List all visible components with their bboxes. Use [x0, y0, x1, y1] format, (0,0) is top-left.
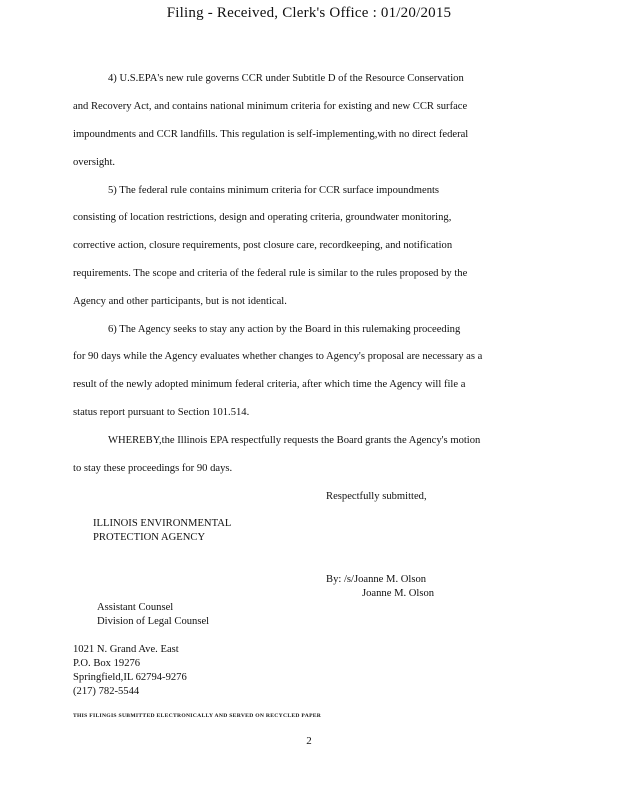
- agency-name-line-2: PROTECTION AGENCY: [93, 532, 206, 543]
- address-city: Springfield,IL 62794-9276: [73, 672, 187, 683]
- paragraph-5-line-2: consisting of location restrictions, design and operating criteria, groundwater monitoring,: [73, 212, 452, 223]
- closing-text: Respectfully submitted,: [326, 491, 427, 502]
- paragraph-6-line-3: result of the newly adopted minimum federal criteria, after which time the Agency will file a: [73, 379, 466, 390]
- paragraph-5-line-1: 5) The federal rule contains minimum criteria for CCR surface impoundments: [108, 185, 440, 196]
- paragraph-5-line-5: Agency and other participants, but is not identical.: [73, 296, 287, 307]
- paragraph-6-line-2: for 90 days while the Agency evaluates whether changes to Agency's proposal are necessary as a: [73, 351, 483, 362]
- signature-name: Joanne M. Olson: [362, 588, 435, 599]
- recycled-paper-note: THIS FILINGIS SUBMITTED ELECTRONICALLY AND SERVED ON RECYCLED PAPER: [73, 713, 322, 719]
- counsel-division: Division of Legal Counsel: [97, 616, 210, 627]
- page-number: 2: [306, 735, 312, 747]
- paragraph-6-line-4: status report pursuant to Section 101.514.: [73, 407, 250, 418]
- paragraph-4-line-2: and Recovery Act, and contains national minimum criteria for existing and new CCR surface: [73, 101, 468, 112]
- paragraph-4-line-1: 4) U.S.EPA's new rule governs CCR under Subtitle D of the Resource Conservation: [108, 73, 464, 84]
- address-street: 1021 N. Grand Ave. East: [73, 644, 179, 655]
- counsel-title: Assistant Counsel: [97, 602, 174, 613]
- whereby-line-2: to stay these proceedings for 90 days.: [73, 463, 233, 474]
- paragraph-5-line-4: requirements. The scope and criteria of the federal rule is similar to the rules proposed by the: [73, 268, 468, 279]
- paragraph-6-line-1: 6) The Agency seeks to stay any action by the Board in this rulemaking proceeding: [108, 324, 461, 335]
- signature-by: By: /s/Joanne M. Olson: [326, 574, 427, 585]
- paragraph-4-line-3: impoundments and CCR landfills. This regulation is self-implementing,with no direct federal: [73, 129, 469, 140]
- agency-name-line-1: ILLINOIS ENVIRONMENTAL: [93, 518, 232, 529]
- address-phone: (217) 782-5544: [73, 686, 140, 697]
- filing-header: Filing - Received, Clerk's Office : 01/20/2015: [166, 5, 452, 21]
- address-po-box: P.O. Box 19276: [73, 658, 141, 669]
- paragraph-4-line-4: oversight.: [73, 157, 116, 168]
- whereby-line-1: WHEREBY,the Illinois EPA respectfully requests the Board grants the Agency's motion: [108, 435, 481, 446]
- paragraph-5-line-3: corrective action, closure requirements, post closure care, recordkeeping, and notification: [73, 240, 453, 251]
